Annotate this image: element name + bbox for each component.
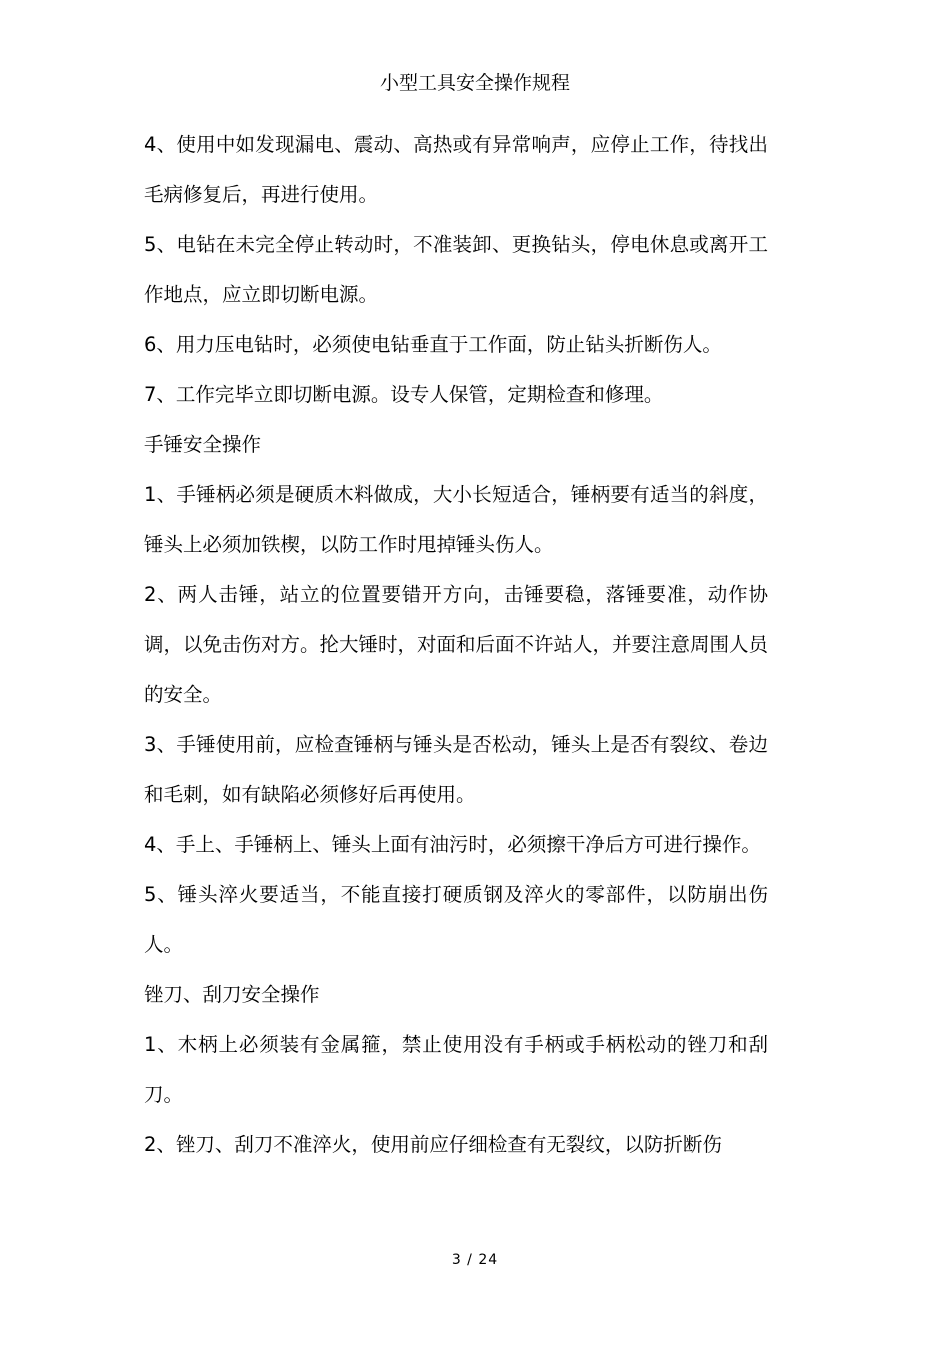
list-item: 6、用力压电钻时，必须使电钻垂直于工作面，防止钻头折断伤人。: [144, 333, 722, 356]
list-item: 2、锉刀、刮刀不准淬火，使用前应仔细检查有无裂纹，以防折断伤: [144, 1133, 722, 1156]
section-heading: 手锤安全操作: [144, 433, 262, 456]
list-item: 1、木柄上必须装有金属箍，禁止使用没有手柄或手柄松动的锉刀和刮刀。: [144, 1033, 768, 1106]
section-file-scraper: [144, 970, 768, 1170]
list-item: 5、电钻在未完全停止转动时，不准装卸、更换钻头，停电休息或离开工作地点，应立即切断电源。: [144, 233, 768, 306]
section-heading: 锉刀、刮刀安全操作: [144, 983, 320, 1006]
page-number: 3 / 24: [451, 1252, 499, 1268]
section-electric-drill: [144, 120, 768, 420]
section-hammer: [144, 420, 768, 970]
list-item: 1、手锤柄必须是硬质木料做成，大小长短适合，锤柄要有适当的斜度，锤头上必须加铁楔，以防工作时甩掉锤头伤人。: [144, 483, 768, 556]
list-item: 7、工作完毕立即切断电源。设专人保管，定期检查和修理。: [144, 383, 664, 406]
list-item: 2、两人击锤，站立的位置要错开方向，击锤要稳，落锤要准，动作协调，以免击伤对方。抡大锤时，对面和后面不许站人，并要注意周围人员的安全。: [144, 583, 769, 706]
document-body: [144, 120, 768, 1170]
list-item: 3、手锤使用前，应检查锤柄与锤头是否松动，锤头上是否有裂纹、卷边和毛刺，如有缺陷必须修好后再使用。: [144, 733, 768, 806]
page-title: 小型工具安全操作规程: [379, 72, 570, 94]
list-item: 4、使用中如发现漏电、震动、高热或有异常响声，应停止工作，待找出毛病修复后，再进行使用。: [144, 133, 768, 206]
list-item: 4、手上、手锤柄上、锤头上面有油污时，必须擦干净后方可进行操作。: [144, 833, 761, 856]
list-item: 5、锤头淬火要适当，不能直接打硬质钢及淬火的零部件，以防崩出伤人。: [144, 883, 768, 956]
